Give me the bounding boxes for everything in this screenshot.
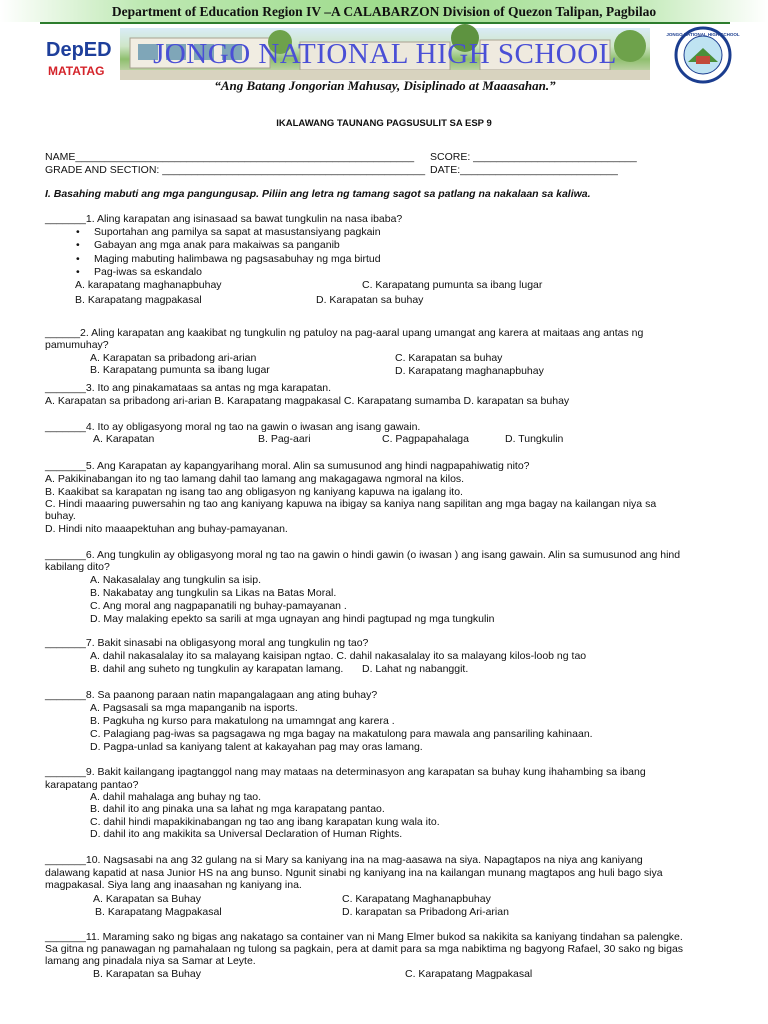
q6-choice-a: A. Nakasalalay ang tungkulin sa isip. bbox=[90, 574, 262, 586]
q7-choice-d: D. Lahat ng nabanggit. bbox=[362, 663, 469, 675]
q8-choice-c: C. Palagiang pag-iwas sa pagsagawa ng mga bagay na makatulong para mawala ang pansariling kahinaan. bbox=[90, 728, 593, 740]
q10-choice-c: C. Karapatang Maghanapbuhay bbox=[342, 893, 491, 905]
q2-choice-d: D. Karapatang maghanapbuhay bbox=[395, 365, 544, 377]
deped-logo bbox=[42, 32, 116, 84]
question-5: _______5. Ang Karapatan ay kapangyarihang moral. Alin sa sumusunod ang hindi nagpapahiwatig nito? bbox=[45, 460, 530, 472]
q9-choice-b: B. dahil ito ang pinaka una sa lahat ng mga karapatang pantao. bbox=[90, 803, 385, 815]
q5-choice-d: D. Hindi nito maaapektuhan ang buhay-pamayanan. bbox=[45, 523, 288, 535]
school-motto: “Ang Batang Jongorian Mahusay, Disiplinado at Maaasahan.” bbox=[214, 78, 556, 93]
q9-choice-d: D. dahil ito ang makikita sa Universal Declaration of Human Rights. bbox=[90, 828, 403, 840]
date-field[interactable]: DATE:___________________________ bbox=[430, 164, 618, 176]
q7-choice-b: B. dahil ang suheto ng tungkulin ay karapatan lamang. bbox=[90, 663, 344, 675]
q2-choice-b: B. Karapatang pumunta sa ibang lugar bbox=[90, 364, 270, 376]
school-name: JONGO NATIONAL HIGH SCHOOL bbox=[153, 38, 617, 70]
question-1: _______1. Aling karapatan ang isinasaad sa bawat tungkulin na nasa ibaba? bbox=[45, 213, 403, 225]
matatag-logo-text: MATATAG bbox=[48, 64, 105, 78]
q1-choice-c: C. Karapatang pumunta sa ibang lugar bbox=[362, 279, 543, 291]
q2-choice-c: C. Karapatan sa buhay bbox=[395, 352, 503, 364]
question-10: _______10. Nagsasabi na ang 32 gulang na si Mary sa kaniyang ina na mag-aasawa na siya. Napagtapos na niya ang kaniyang bbox=[45, 854, 643, 866]
name-field[interactable]: NAME__________________________________________________________ bbox=[45, 151, 415, 163]
grade-section-field[interactable]: GRADE AND SECTION: _____________________________________________ bbox=[45, 164, 426, 176]
score-field[interactable]: SCORE: ____________________________ bbox=[430, 151, 637, 163]
q5-choice-b: B. Kaakibat sa karapatan ng isang tao ang obligasyon ng kaniyang kapuwa na igalang ito. bbox=[45, 486, 463, 498]
q4-choice-c: C. Pagpapahalaga bbox=[382, 433, 469, 445]
q1-choice-d: D. Karapatan sa buhay bbox=[316, 294, 424, 306]
question-10-cont-1: dalawang kapatid at nasa Junior HS na ang bunso. Ngunit sinabi ng kaniyang ina na kailangan munang magtapos ang huli bago siya bbox=[45, 867, 663, 879]
q10-choice-b: B. Karapatang Magpakasal bbox=[95, 906, 222, 918]
q2-choice-a: A. Karapatan sa pribadong ari-arian bbox=[90, 352, 257, 364]
q11-choice-b: B. Karapatan sa Buhay bbox=[93, 968, 201, 980]
q9-choice-a: A. dahil mahalaga ang buhay ng tao. bbox=[90, 791, 262, 803]
question-2: ______2. Aling karapatan ang kaakibat ng tungkulin ng patuloy na pag-aaral upang umangat ang karera at maitaas ang antas ng bbox=[45, 327, 644, 339]
q5-choice-a: A. Pakikinabangan ito ng tao lamang dahil tao lamang ang makagagawa ngmoral na kilos. bbox=[45, 473, 465, 485]
q1-choice-b: B. Karapatang magpakasal bbox=[75, 294, 202, 306]
question-2-cont: pamumuhay? bbox=[45, 339, 109, 351]
q6-choice-c: C. Ang moral ang nagpapanatili ng buhay-pamayanan . bbox=[90, 600, 347, 612]
question-4: _______4. Ito ay obligasyong moral ng tao na gawin o iwasan ang isang gawain. bbox=[45, 421, 421, 433]
question-7: _______7. Bakit sinasabi na obligasyong moral ang tungkulin ng tao? bbox=[45, 637, 369, 649]
q1-bullet-3: • Maging mabuting halimbawa ng pagsasabuhay ng mga birtud bbox=[76, 253, 381, 265]
q4-choice-b: B. Pag-aari bbox=[258, 433, 311, 445]
q8-choice-b: B. Pagkuha ng kurso para makatulong na umamngat ang karera . bbox=[90, 715, 395, 727]
q4-choice-d: D. Tungkulin bbox=[505, 433, 564, 445]
q10-choice-d: D. karapatan sa Pribadong Ari-arian bbox=[342, 906, 509, 918]
question-10-cont-2: magpakasal. Siya lang ang inaasahan ng kaniyang ina. bbox=[45, 879, 302, 891]
question-11-cont-2: lamang ang pinadala niya sa Samar at Leyte. bbox=[45, 955, 256, 967]
test-title: IKALAWANG TAUNANG PAGSUSULIT SA ESP 9 bbox=[276, 118, 492, 129]
deped-logo-text: DepED bbox=[46, 39, 112, 61]
instruction-text: I. Basahing mabuti ang mga pangungusap. Piliin ang letra ng tamang sagot sa patlang na nakalaan sa kaliwa. bbox=[45, 188, 591, 200]
q7-choices-a-c: A. dahil nakasalalay ito sa malayang kaisipan ngtao. C. dahil nakasalalay ito sa malayang kilos-loob ng tao bbox=[90, 650, 587, 662]
header-divider bbox=[40, 22, 730, 24]
q4-choice-a: A. Karapatan bbox=[93, 433, 155, 445]
q8-choice-d: D. Pagpa-unlad sa kaniyang talent at kakayahan pag may oras lamang. bbox=[90, 741, 423, 753]
q11-choice-c: C. Karapatang Magpakasal bbox=[405, 968, 533, 980]
question-3: _______3. Ito ang pinakamataas sa antas ng mga karapatan. bbox=[45, 382, 332, 394]
q1-bullet-2: • Gabayan ang mga anak para makaiwas sa panganib bbox=[76, 239, 340, 251]
q5-choice-c: C. Hindi maaaring puwersahin ng tao ang kaniyang kapuwa na ibigay sa kaniya nang sapilitan ang mga bagay na kailangan niya sa bbox=[45, 498, 657, 510]
seal-text: JONGO NATIONAL HIGH SCHOOL bbox=[666, 32, 740, 37]
school-seal bbox=[666, 26, 740, 84]
q1-bullet-1: • Suportahan ang pamilya sa sapat at masustansiyang pagkain bbox=[76, 226, 381, 238]
department-title: Department of Education Region IV –A CALABARZON Division of Quezon Talipan, Pagbilao bbox=[111, 4, 657, 19]
q5-choice-c-cont: buhay. bbox=[45, 510, 76, 522]
q6-choice-d: D. May malaking epekto sa sarili at mga ugnayan ang hindi pagtupad ng mga tungkulin bbox=[90, 613, 495, 625]
q3-choices: A. Karapatan sa pribadong ari-arian B. Karapatang magpakasal C. Karapatang sumamba D. karapatan sa buhay bbox=[45, 395, 570, 407]
question-9-cont: karapatang pantao? bbox=[45, 779, 139, 791]
q1-choice-a: A. karapatang maghanapbuhay bbox=[75, 279, 222, 291]
q9-choice-c: C. dahil hindi mapakikinabangan ng tao ang ibang karapatan kung wala ito. bbox=[90, 816, 440, 828]
question-6-cont: kabilang dito? bbox=[45, 561, 110, 573]
q10-choice-a: A. Karapatan sa Buhay bbox=[93, 893, 201, 905]
q8-choice-a: A. Pagsasali sa mga mapanganib na isports. bbox=[90, 702, 298, 714]
q1-bullet-4: • Pag-iwas sa eskandalo bbox=[76, 266, 202, 278]
q6-choice-b: B. Nakabatay ang tungkulin sa Likas na Batas Moral. bbox=[90, 587, 337, 599]
question-11-cont-1: Sa gitna ng panawagan ng pamahalaan ng tulong sa pagkain, pera at damit para sa mga nabiktima ng bagyong Rafael, 30 sako ng bigas bbox=[45, 943, 684, 955]
question-11: _______11. Maraming sako ng bigas ang nakatago sa container van ni Mang Elmer bukod sa nakikita sa kaniyang tindahan sa palengke. bbox=[45, 931, 683, 943]
question-6: _______6. Ang tungkulin ay obligasyong moral ng tao na gawin o hindi gawin (o iwasan ) ang isang gawain. Alin sa sumusunod ang hind bbox=[45, 549, 681, 561]
question-9: _______9. Bakit kailangang ipagtanggol nang may mataas na determinasyon ang karapatan sa buhay kung ihahambing sa ibang bbox=[45, 766, 646, 778]
question-8: _______8. Sa paanong paraan natin mapangalagaan ang ating buhay? bbox=[45, 689, 378, 701]
